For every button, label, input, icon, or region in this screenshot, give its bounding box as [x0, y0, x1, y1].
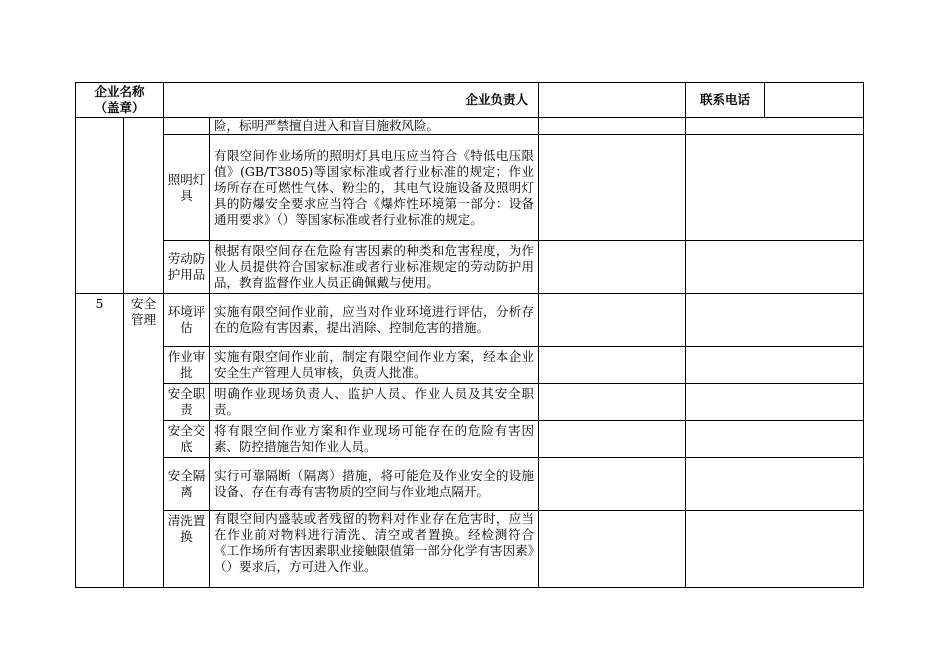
check-cell[interactable] — [539, 135, 686, 241]
check-cell[interactable] — [539, 241, 686, 294]
check-cell[interactable] — [539, 118, 686, 135]
item-cell: 作业审批 — [164, 347, 210, 384]
note-cell[interactable] — [686, 135, 864, 241]
principal-value[interactable] — [539, 83, 686, 118]
category-cell — [124, 118, 164, 294]
check-cell[interactable] — [539, 511, 686, 588]
table-row — [76, 384, 864, 421]
section-category: 安全管理 — [124, 294, 164, 588]
item-cell: 安全交底 — [164, 421, 210, 458]
note-cell[interactable] — [686, 241, 864, 294]
note-cell[interactable] — [686, 294, 864, 347]
note-cell[interactable] — [686, 458, 864, 511]
requirement-cell: 将有限空间作业方案和作业现场可能存在的危险有害因素、防控措施告知作业人员。 — [210, 421, 539, 458]
table-row — [76, 511, 864, 588]
number-cell — [76, 118, 124, 294]
phone-cell — [686, 83, 864, 118]
table-row — [76, 294, 864, 347]
requirement-cell: 有限空间作业场所的照明灯具电压应当符合《特低电压限值》(GB/T3805)等国家标准或者行业标准的规定；作业场所存在可燃性气体、粉尘的，其电气设施设备及照明灯具的防爆安全要求应当符合《爆炸性环境第一部分：设备通用要求》（）等国家标准或者行业标准的规定。 — [210, 135, 539, 241]
inspection-table — [75, 82, 863, 592]
phone-label: 联系电话 — [686, 83, 765, 117]
requirement-cell: 有限空间内盛装或者残留的物料对作业存在危害时，应当在作业前对物料进行清洗、清空或者置换。经检测符合《工作场所有害因素职业接触限值第一部分化学有害因素》（）要求后，方可进入作业。 — [210, 511, 539, 588]
requirement-cell: 根据有限空间存在危险有害因素的种类和危害程度，为作业人员提供符合国家标准或者行业标准规定的劳动防护用品，教育监督作业人员正确佩戴与使用。 — [210, 241, 539, 294]
table-row — [76, 241, 864, 294]
company-name-label: 企业名称 （盖章） — [76, 83, 164, 118]
item-cell: 环境评估 — [164, 294, 210, 347]
table-row — [76, 135, 864, 241]
check-cell[interactable] — [539, 294, 686, 347]
requirement-cell: 实施有限空间作业前，制定有限空间作业方案，经本企业安全生产管理人员审核，负责人批准。 — [210, 347, 539, 384]
requirement-cell: 实行可靠隔断（隔离）措施，将可能危及作业安全的设施设备、存在有毒有害物质的空间与作业地点隔开。 — [210, 458, 539, 511]
check-cell[interactable] — [539, 384, 686, 421]
item-cell: 照明灯具 — [164, 135, 210, 241]
check-cell[interactable] — [539, 421, 686, 458]
note-cell[interactable] — [686, 384, 864, 421]
principal-label: 企业负责人 — [164, 83, 539, 118]
header-row — [76, 83, 864, 118]
phone-value[interactable] — [765, 83, 863, 117]
item-cell: 安全职责 — [164, 384, 210, 421]
table-row — [76, 421, 864, 458]
check-cell[interactable] — [539, 458, 686, 511]
table-row — [76, 458, 864, 511]
table-row — [76, 347, 864, 384]
item-cell: 清洗置换 — [164, 511, 210, 588]
note-cell[interactable] — [686, 347, 864, 384]
note-cell[interactable] — [686, 118, 864, 135]
item-cell: 安全隔离 — [164, 458, 210, 511]
note-cell[interactable] — [686, 511, 864, 588]
requirement-cell: 明确作业现场负责人、监护人员、作业人员及其安全职责。 — [210, 384, 539, 421]
requirement-cell: 险，标明严禁擅自进入和盲目施救风险。 — [210, 118, 539, 135]
table-row — [76, 118, 864, 135]
check-cell[interactable] — [539, 347, 686, 384]
item-cell: 劳动防护用品 — [164, 241, 210, 294]
note-cell[interactable] — [686, 421, 864, 458]
item-cell — [164, 118, 210, 135]
section-number: 5 — [76, 294, 124, 588]
requirement-cell: 实施有限空间作业前，应当对作业环境进行评估，分析存在的危险有害因素，提出消除、控制危害的措施。 — [210, 294, 539, 347]
